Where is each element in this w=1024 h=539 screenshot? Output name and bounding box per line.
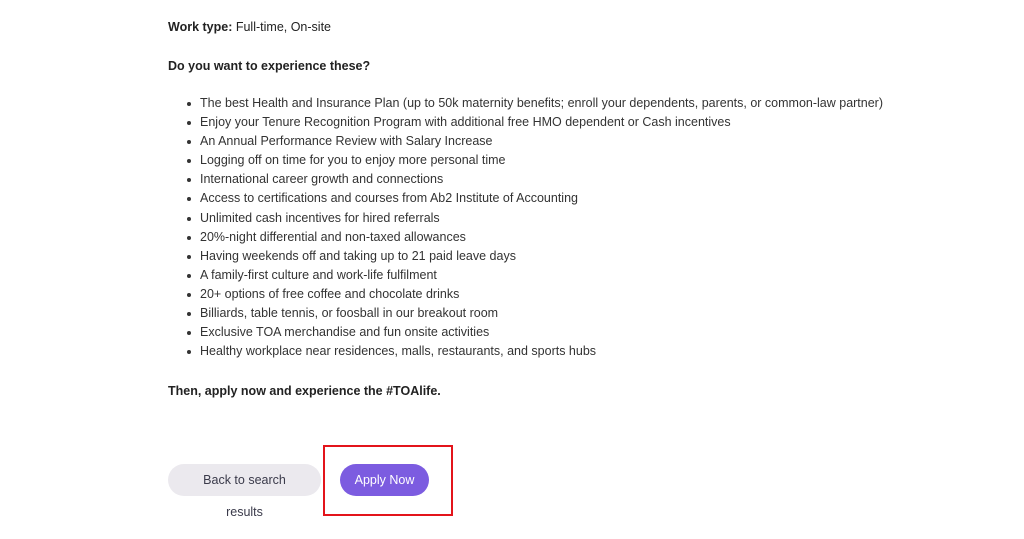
list-item: Unlimited cash incentives for hired referrals [200,209,883,228]
list-item: Logging off on time for you to enjoy more personal time [200,151,883,170]
list-item: Billiards, table tennis, or foosball in our breakout room [200,304,883,323]
list-item: 20+ options of free coffee and chocolate drinks [200,285,883,304]
list-item: Healthy workplace near residences, malls, restaurants, and sports hubs [200,342,883,361]
list-item: Having weekends off and taking up to 21 paid leave days [200,247,883,266]
work-type-line [168,17,988,37]
list-item: 20%-night differential and non-taxed allowances [200,228,883,247]
work-type-label: Work type: [168,20,233,34]
list-item: Enjoy your Tenure Recognition Program with additional free HMO dependent or Cash incentives [200,113,883,132]
apply-now-button[interactable]: Apply Now [340,464,429,496]
list-item: The best Health and Insurance Plan (up to 50k maternity benefits; enroll your dependents, parents, or common-law partner) [200,94,883,113]
work-type-value: Full-time, On-site [232,20,332,34]
list-item: An Annual Performance Review with Salary Increase [200,132,883,151]
perks-question: Do you want to experience these? [168,59,371,73]
perks-list [168,94,883,361]
list-item: Access to certifications and courses from Ab2 Institute of Accounting [200,189,883,208]
list-item: A family-first culture and work-life fulfilment [200,266,883,285]
list-item: Exclusive TOA merchandise and fun onsite activities [200,323,883,342]
list-item: International career growth and connections [200,170,883,189]
closing-text: Then, apply now and experience the #TOAlife. [168,384,441,398]
back-to-search-button[interactable]: Back to search results [168,464,321,496]
job-description [168,17,988,398]
